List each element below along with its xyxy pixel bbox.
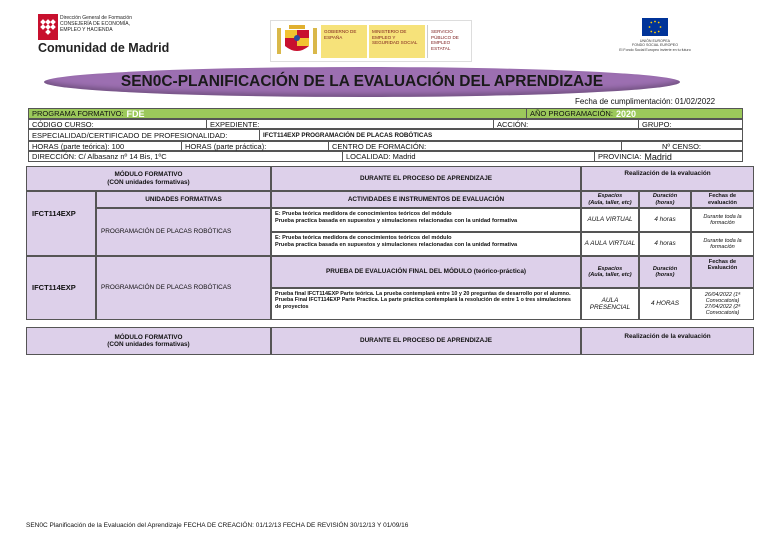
eu-logo: UNIÓN EUROPEA FONDO SOCIAL EUROPEO El Fondo Social Europeo invierte en tu futuro: [618, 18, 692, 58]
accion-cell: ACCIÓN:: [493, 120, 638, 128]
page-title: SEN0C-PLANIFICACIÓN DE LA EVALUACIÓN DEL APRENDIZAJE: [120, 73, 604, 90]
comunidad-madrid-logo: [38, 14, 173, 56]
grupo-cell: GRUPO:: [638, 120, 744, 128]
gobierno-espana-text: GOBIERNO DE ESPAÑA: [321, 25, 367, 58]
centro-cell: CENTRO DE FORMACIÓN:: [328, 142, 621, 150]
final-unidad: PROGRAMACIÓN DE PLACAS ROBÓTICAS: [96, 256, 271, 320]
final-espacios-header: Espacios (Aula, taller, etc): [581, 256, 639, 288]
ministerio-text: MINISTERIO DE EMPLEO Y SEGURIDAD SOCIAL: [369, 25, 425, 58]
modulo-code: IFCT114EXP: [26, 191, 96, 256]
final-fecha: 26/04/2022 (1ª Convocatoria) 27/04/2022 (2ª Convocatoria): [691, 288, 754, 320]
especialidad-row: [28, 129, 743, 141]
unidades-header: UNIDADES FORMATIVAS: [96, 191, 271, 208]
programa-row: [28, 108, 743, 119]
horas-row: [28, 141, 743, 151]
final-duracion-header: Duración (horas): [639, 256, 691, 288]
duracion-2: 4 horas: [639, 232, 691, 256]
final-fechas-header: Fechas de Evaluación: [691, 256, 754, 288]
censo-cell: Nº CENSO:: [621, 142, 744, 150]
actividad-1: E: Prueba teórica medidora de conocimientos teóricos del módulo Prueba practica basada en supuestos y simulaciones relacionadas con la unidad formativa: [271, 208, 581, 232]
espacio-1: AULA VIRTUAL: [581, 208, 639, 232]
anio-cell: AÑO PROGRAMACIÓN: 2020: [526, 109, 744, 118]
codigo-row: [28, 119, 743, 129]
actividades-header: ACTIVIDADES E INSTRUMENTOS DE EVALUACIÓN: [271, 191, 581, 208]
especialidad-label: ESPECIALIDAD/CERTIFICADO DE PROFESIONALIDAD:: [32, 130, 228, 140]
expediente-cell: EXPEDIENTE:: [206, 120, 493, 128]
realizacion-header: Realización de la evaluación: [581, 166, 754, 191]
madrid-flag-icon: [38, 14, 58, 40]
servicio-text: SERVICIO PÚBLICO DE EMPLEO ESTATAL: [427, 25, 469, 58]
duracion-header: Duración (horas): [639, 191, 691, 208]
localidad-cell: LOCALIDAD: Madrid: [342, 152, 594, 161]
gobierno-logo: [270, 20, 472, 62]
duracion-1: 4 horas: [639, 208, 691, 232]
horas-teorica: HORAS (parte teórica): 100: [32, 141, 125, 151]
final-espacio: AULA PRESENCIAL: [581, 288, 639, 320]
espacio-2: A AULA VIRTUAL: [581, 232, 639, 256]
espacios-header: Espacios (Aula, taller, etc): [581, 191, 639, 208]
footer-text: SEN0C Planificación de la Evaluación del Aprendizaje FECHA DE CREACIÓN: 01/12/13 FECHA DE REVISIÓN 30/12/13 Y 01/09/16: [26, 522, 409, 529]
modulo-formativo-header-2: MÓDULO FORMATIVO (CON unidades formativas): [26, 327, 271, 355]
actividad-2: E: Prueba teórica medidora de conocimientos teóricos del módulo Prueba practica basada en supuestos y simulaciones relacionadas con la unidad formativa: [271, 232, 581, 256]
eu-flag-icon: [642, 18, 668, 36]
prueba-final-header: PRUEBA DE EVALUACIÓN FINAL DEL MÓDULO (teórico-práctica): [271, 256, 581, 288]
fecha-cumplimentacion: Fecha de cumplimentación: 01/02/2022: [575, 97, 716, 106]
cm-name: Comunidad de Madrid: [38, 41, 170, 55]
cm-org-text: Dirección General de Formación CONSEJERÍA DE ECONOMÍA, EMPLEO Y HACIENDA: [60, 15, 132, 33]
codigo-cell: CÓDIGO CURSO:: [32, 119, 94, 129]
realizacion-header-2: Realización de la evaluación: [581, 327, 754, 355]
programa-value: FDE: [126, 108, 145, 119]
unidad-formativa: PROGRAMACIÓN DE PLACAS ROBÓTICAS: [96, 208, 271, 256]
fecha-2: Durante toda la formación: [691, 232, 754, 256]
final-modulo-code: IFCT114EXP: [26, 256, 96, 320]
horas-practica: HORAS (parte práctica):: [181, 142, 328, 150]
final-duracion: 4 HORAS: [639, 288, 691, 320]
programa-cell: PROGRAMA FORMATIVO: FDE: [32, 108, 145, 119]
especialidad-value: IFCT114EXP PROGRAMACIÓN DE PLACAS ROBÓTICAS: [259, 130, 744, 140]
anio-value: 2020: [615, 108, 636, 119]
direccion-row: [28, 151, 743, 162]
prueba-final-descripcion: Prueba final IFCT114EXP Parte teórica. La prueba contemplará entre 10 y 20 preguntas de desarrollo por el alumno. Prueba Final IFCT114EXP Parte Practica. La parte práctica contemplará la resolución de entre 1 o tres simulaciones de proyectos: [271, 288, 581, 320]
fecha-1: Durante toda la formación: [691, 208, 754, 232]
fechas-header: Fechas de evaluación: [691, 191, 754, 208]
durante-header-2: DURANTE EL PROCESO DE APRENDIZAJE: [271, 327, 581, 355]
direccion-cell: DIRECCIÓN: C/ Albasanz nº 14 Bis, 1ºC: [32, 152, 167, 161]
provincia-cell: PROVINCIA: Madrid: [594, 152, 744, 161]
modulo-formativo-header: MÓDULO FORMATIVO (CON unidades formativas): [26, 166, 271, 191]
spain-coat-of-arms-icon: [275, 24, 319, 60]
provincia-value: Madrid: [644, 151, 672, 162]
durante-header: DURANTE EL PROCESO DE APRENDIZAJE: [271, 166, 581, 191]
